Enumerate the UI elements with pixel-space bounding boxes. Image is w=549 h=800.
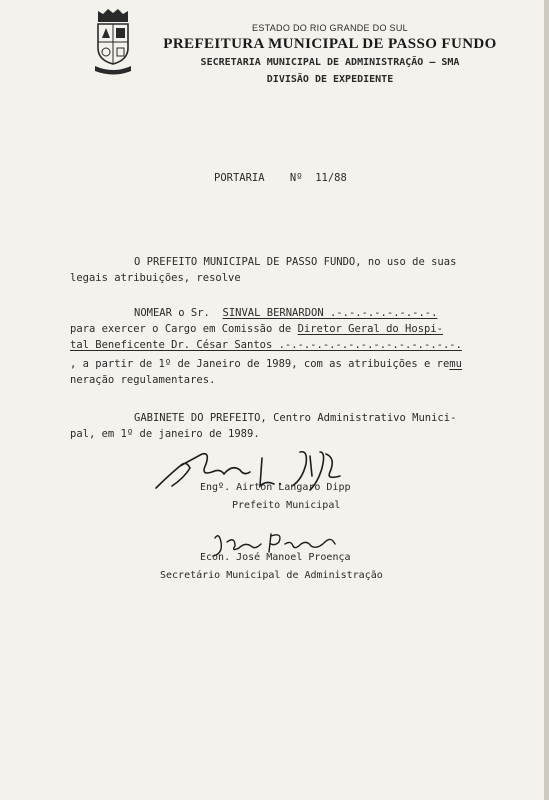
- header-secretariat: SECRETARIA MUNICIPAL DE ADMINISTRAÇÃO — SMA: [200, 57, 460, 68]
- cargo-prefix: para exercer o Cargo em Comissão de: [70, 323, 292, 335]
- coat-of-arms-icon: [92, 8, 134, 78]
- nomear-line: [134, 307, 437, 319]
- date-line-1-text: , a partir de 1º de Janeiro de 1989, com as atribuições e re: [70, 358, 450, 370]
- nominee-name: SINVAL BERNARDON .-.-.-.-.-.-.-.-.: [222, 307, 438, 319]
- portaria-number: 11/88: [315, 172, 347, 184]
- cargo-title-part-1: Diretor Geral do Hospi-: [297, 323, 443, 335]
- portaria-label: PORTARIA: [214, 172, 265, 184]
- gabinete-line-2: pal, em 1º de janeiro de 1989.: [70, 428, 260, 440]
- mayor-title: Prefeito Municipal: [232, 500, 341, 511]
- cargo-title-part-2: tal Beneficente Dr. César Santos .-.-.-.-.-.-.-.-.-.-.-.-.-.-.: [70, 339, 462, 351]
- date-line-1-underlined: mu: [449, 358, 462, 370]
- body-paragraph-1-line-1: O PREFEITO MUNICIPAL DE PASSO FUNDO, no uso de suas: [134, 256, 457, 268]
- body-paragraph-1-line-2: legais atribuições, resolve: [70, 272, 241, 284]
- secretary-title: Secretário Municipal de Administração: [160, 570, 383, 581]
- mayor-name: Engº. Airton Langaro Dipp: [200, 482, 351, 493]
- cargo-line-1: [70, 323, 443, 335]
- date-line-2: neração regulamentares.: [70, 374, 216, 386]
- page-edge: [544, 0, 549, 800]
- nomear-prefix: NOMEAR o Sr.: [134, 307, 210, 319]
- date-line-1: [70, 358, 462, 370]
- portaria-number-label: Nº: [289, 172, 303, 184]
- header-prefecture: PREFEITURA MUNICIPAL DE PASSO FUNDO: [163, 36, 497, 52]
- header-state: ESTADO DO RIO GRANDE DO SUL: [252, 23, 408, 33]
- cargo-line-2: [70, 339, 462, 351]
- header-division: DIVISÃO DE EXPEDIENTE: [266, 74, 394, 85]
- portaria-title: [214, 172, 347, 184]
- gabinete-line-1: GABINETE DO PREFEITO, Centro Administrativo Munici-: [134, 412, 457, 424]
- secretary-name: Econ. José Manoel Proença: [200, 552, 351, 563]
